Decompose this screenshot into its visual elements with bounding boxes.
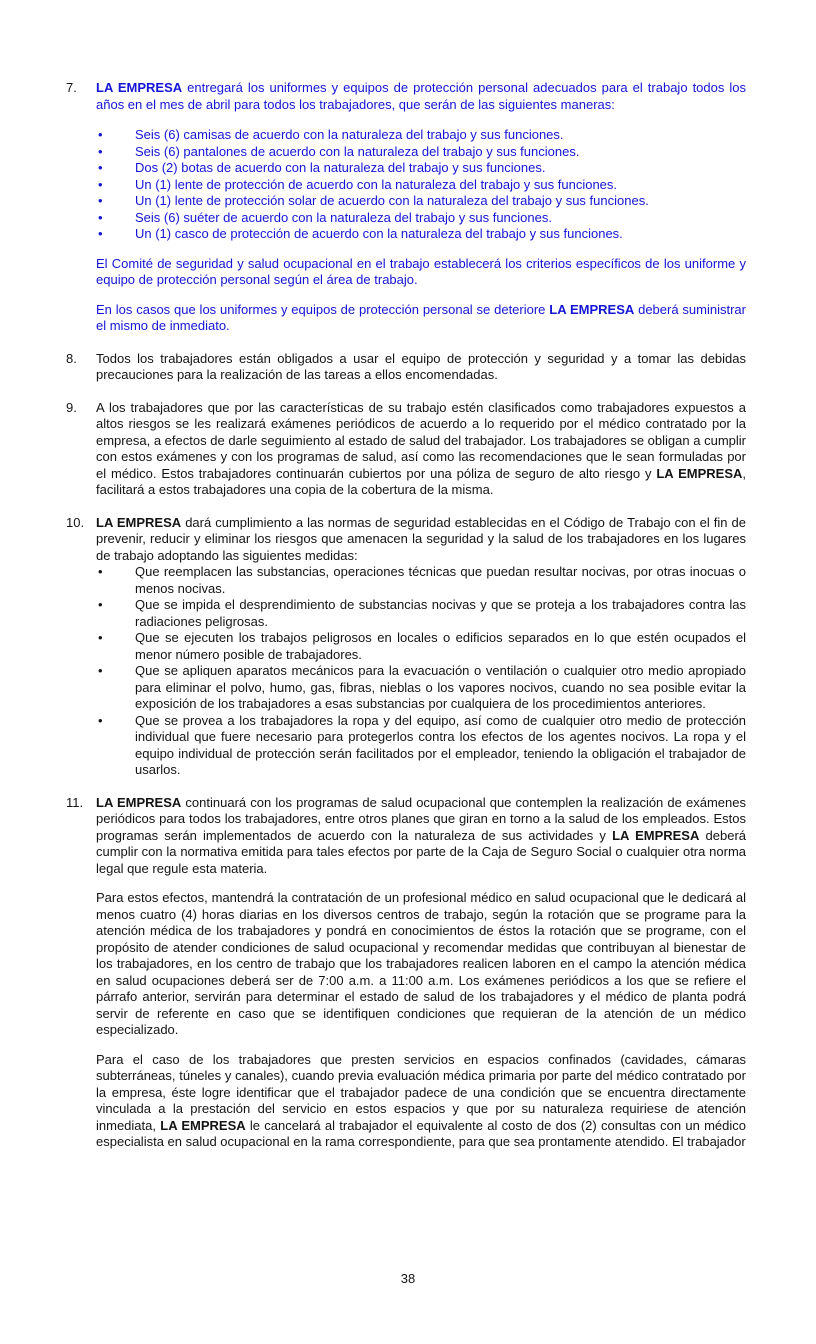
paragraph xyxy=(96,400,746,499)
bullet-item xyxy=(96,713,746,779)
bullet-icon: • xyxy=(98,226,103,241)
bullet-item xyxy=(96,564,746,597)
paragraph xyxy=(96,1052,746,1151)
bullet-text: Seis (6) pantalones de acuerdo con la naturaleza del trabajo y sus funciones. xyxy=(135,143,580,159)
bullet-icon: • xyxy=(98,193,103,208)
bullet-text: Que reemplacen las substancias, operaciones técnicas que puedan resultar nocivas, por otras inocuas o menos nocivas. xyxy=(135,564,746,596)
item-number: 7. xyxy=(66,80,77,95)
paragraph xyxy=(96,795,746,878)
bullet-item xyxy=(96,127,746,144)
doc-item xyxy=(66,80,746,335)
item-blocks xyxy=(96,515,746,779)
paragraph xyxy=(96,515,746,565)
bullet-icon: • xyxy=(98,564,103,579)
paragraph xyxy=(96,256,746,289)
body-text: entregará los uniformes y equipos de protección personal adecuados para el trabajo todos los años en el mes de abril para todos los trabajadores, que serán de las siguientes maneras: xyxy=(96,80,747,112)
item-number: 8. xyxy=(66,350,77,366)
body-text: deberá suministrar el mismo de inmediato. xyxy=(96,301,746,333)
bullet-text: Seis (6) camisas de acuerdo con la naturaleza del trabajo y sus funciones. xyxy=(135,127,564,142)
doc-item xyxy=(66,795,746,1151)
item-blocks xyxy=(96,795,746,1151)
bullet-text: Seis (6) suéter de acuerdo con la naturaleza del trabajo y sus funciones. xyxy=(135,209,552,225)
bullet-item xyxy=(96,630,746,663)
body-text: A los trabajadores que por las características de su trabajo estén clasificados como trabajadores expuestos a altos riesgos se les realizará exámenes periódicos de acuerdo a lo requerido por el médico contratado por la empresa, a efectos de darle seguimiento al estado de salud del trabajador. Los trabajadores se obligan a cumplir con estos exámenes y con los programas de salud, así como las recomendaciones que le sean formuladas por el médico. Estos trabajadores continuarán cubiertos por una póliza de seguro de alto riesgo y xyxy=(96,399,746,481)
bullet-icon: • xyxy=(98,127,103,142)
document-items xyxy=(66,80,746,1151)
paragraph xyxy=(96,80,746,113)
paragraph xyxy=(96,302,746,335)
bullet-text: Un (1) lente de protección solar de acuerdo con la naturaleza del trabajo y sus funciones. xyxy=(135,193,649,208)
body-text: Para el caso de los trabajadores que presten servicios en espacios confinados (cavidades, cámaras subterráneas, túneles y canales), cuando previa evaluación médica primaria por parte del médico contratado por la empresa, éste logre identificar que el trabajador padece de una condición que se encuentra directamente vinculada a la prestación del servicio en estos espacios y que por su naturaleza requiriese de atención inmediata, xyxy=(96,1051,746,1133)
body-text: , facilitará a estos trabajadores una copia de la cobertura de la misma. xyxy=(96,465,747,497)
item-number: 10. xyxy=(66,514,85,530)
paragraph xyxy=(96,351,746,384)
bullet-text: Que se ejecuten los trabajos peligrosos en locales o edificios separados en lo que estén ocupados el menor número posible de trabajadores. xyxy=(135,630,746,662)
emphasis-text: LA EMPRESA xyxy=(96,794,182,810)
body-text: El Comité de seguridad y salud ocupacional en el trabajo establecerá los criterios específicos de los uniforme y equipo de protección personal según el área de trabajo. xyxy=(96,255,746,287)
emphasis-text: LA EMPRESA xyxy=(549,301,635,317)
doc-item xyxy=(66,515,746,779)
bullet-item xyxy=(96,160,746,177)
item-blocks xyxy=(96,351,746,384)
emphasis-text: LA EMPRESA xyxy=(160,1117,246,1133)
bullet-text: Que se provea a los trabajadores la ropa y del equipo, así como de cualquier otro medio de protección individual que fuere necesario para protegerlos contra los efectos de los agentes nocivos. La ropa y el equipo individual de protección serán facilitados por el empleador, teniendo la obligación el trabajador de usarlos. xyxy=(135,712,746,777)
emphasis-text: LA EMPRESA xyxy=(96,80,183,95)
body-text: continuará con los programas de salud ocupacional que contemplen la realización de exámenes periódicos para todos los trabajadores, entre otros planes que giran en torno a la salud de los empleados. Estos programas serán implementados de acuerdo con la naturaleza de sus actividades y xyxy=(96,794,747,843)
body-text: dará cumplimiento a las normas de seguridad establecidas en el Código de Trabajo con el fin de prevenir, reducir y eliminar los riesgos que amenacen la seguridad y la salud de los trabajadores en los lugares de trabajo adoptando las siguientes medidas: xyxy=(96,514,747,563)
bullet-icon: • xyxy=(98,597,103,612)
bullet-text: Que se impida el desprendimiento de substancias nocivas y que se proteja a los trabajadores contra las radiaciones peligrosas. xyxy=(135,597,746,629)
bullet-text: Un (1) casco de protección de acuerdo con la naturaleza del trabajo y sus funciones. xyxy=(135,226,623,241)
bullet-icon: • xyxy=(98,630,103,645)
bullet-icon: • xyxy=(98,712,103,728)
bullet-list xyxy=(96,127,746,243)
emphasis-text: LA EMPRESA xyxy=(96,514,182,530)
emphasis-text: LA EMPRESA xyxy=(656,465,743,481)
item-blocks xyxy=(96,80,746,335)
bullet-text: Un (1) lente de protección de acuerdo con la naturaleza del trabajo y sus funciones. xyxy=(135,176,618,192)
body-text: En los casos que los uniformes y equipos de protección personal se deteriore xyxy=(96,301,550,317)
bullet-icon: • xyxy=(98,143,103,159)
bullet-item xyxy=(96,193,746,210)
emphasis-text: LA EMPRESA xyxy=(612,827,700,843)
bullet-text: Dos (2) botas de acuerdo con la naturaleza del trabajo y sus funciones. xyxy=(135,160,546,175)
bullet-icon: • xyxy=(98,176,103,192)
body-text: Todos los trabajadores están obligados a usar el equipo de protección y seguridad y a tomar las debidas precauciones para la realización de las tareas a ellos encomendadas. xyxy=(96,350,746,382)
bullet-item xyxy=(96,663,746,713)
bullet-item xyxy=(96,210,746,227)
bullet-list xyxy=(96,564,746,779)
bullet-text: Que se apliquen aparatos mecánicos para la evacuación o ventilación o cualquier otro medio apropiado para eliminar el polvo, humo, gas, fibras, nieblas o los vapores nocivos, cuando no sea posible evitar la exposición de los trabajadores a esas substancias por cualquiera de los procedimientos anteriores. xyxy=(135,663,746,711)
item-number: 9. xyxy=(66,399,77,415)
item-blocks xyxy=(96,400,746,499)
bullet-item xyxy=(96,144,746,161)
paragraph xyxy=(96,890,746,1039)
body-text: le cancelará al trabajador el equivalente al costo de dos (2) consultas con un médico especialista en salud ocupacional en la rama correspondiente, para que sea prontamente atendido. El trabajador xyxy=(96,1117,747,1149)
page-number: 38 xyxy=(400,1271,416,1286)
body-text: Para estos efectos, mantendrá la contratación de un profesional médico en salud ocupacional que le dedicará al menos cuatro (4) horas diarias en los diversos centros de trabajo, según la rotación que se programe para la atención médica de los trabajadores y pondrá en conocimientos de éstos la rotación que se programe, con el propósito de atender condiciones de salud ocupacional y recomendar medidas que contribuyan al bienestar de los trabajadores, en los centro de trabajo que los trabajadores realicen laboren en el campo la atención médica en salud ocupaciones deberá ser de 7:00 a.m. a 11:00 a.m. Los exámenes periódicos a los que se refiere el párrafo anterior, servirán para determinar el estado de salud de los trabajadores y el médico de planta podrá servir de referente en caso que se identifiquen condiciones que requieran de la atención de un médico especializado. xyxy=(96,890,746,1037)
bullet-item xyxy=(96,226,746,243)
doc-item xyxy=(66,400,746,499)
bullet-icon: • xyxy=(98,160,103,175)
bullet-item xyxy=(96,597,746,630)
doc-item xyxy=(66,351,746,384)
body-text: deberá cumplir con la normativa emitida para tales efectos por parte de la Caja de Seguro Social o cualquier otra norma legal que regule esta materia. xyxy=(96,827,747,876)
bullet-icon: • xyxy=(98,663,103,678)
item-number: 11. xyxy=(66,794,84,810)
bullet-icon: • xyxy=(98,209,103,225)
bullet-item xyxy=(96,177,746,194)
